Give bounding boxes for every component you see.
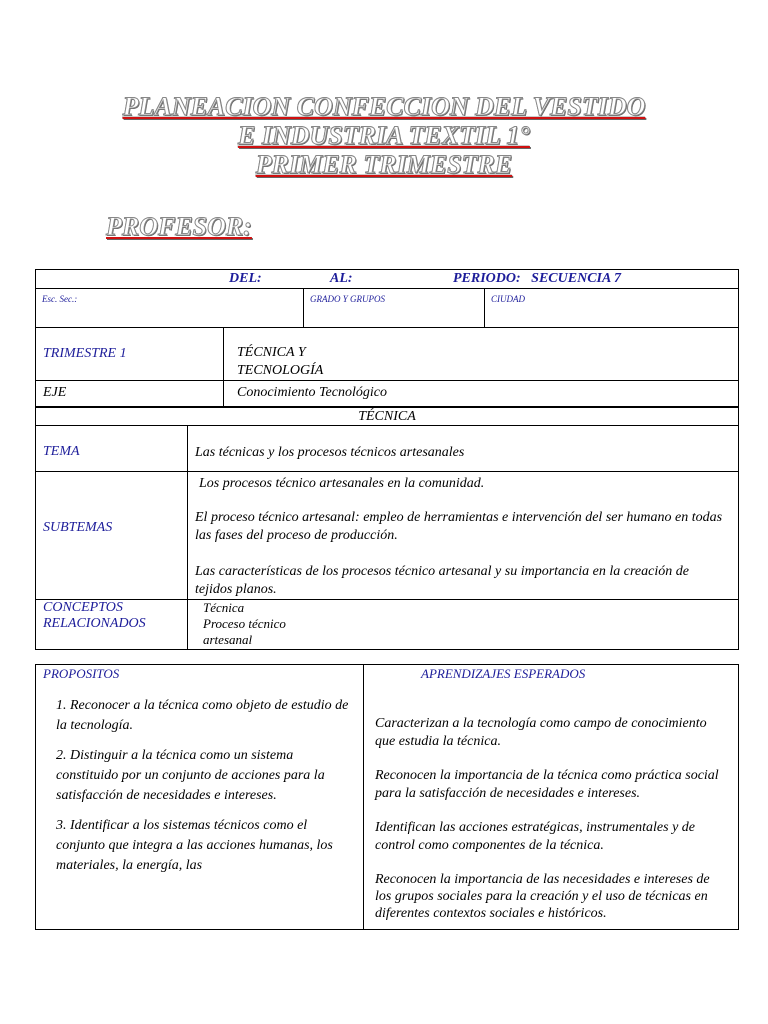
ciudad-label: CIUDAD [491, 294, 525, 304]
eje-label: EJE [43, 385, 67, 400]
propositos-header: PROPOSITOS [43, 666, 120, 681]
title-line-3: PRIMER TRIMESTRE [255, 150, 513, 179]
proposito-item: 3. Identificar a los sistemas técnicos como el conjunto que integra a las acciones humanas, los materiales, la energía, las [56, 818, 333, 873]
periodo-label: PERIODO: SECUENCIA 7 [453, 271, 622, 286]
title-line-1: PLANEACION CONFECCION DEL VESTIDO [122, 92, 646, 121]
conceptos-label-1: CONCEPTOS [43, 600, 123, 615]
trimestre-label-cell [36, 328, 224, 381]
tecnica-section-title: TÉCNICA [358, 409, 416, 424]
eje-value-cell [224, 381, 739, 408]
concepto-item: Técnica [203, 600, 245, 615]
aprendizajes-header: APRENDIZAJES ESPERADOS [421, 666, 586, 681]
tema-value: Las técnicas y los procesos técnicos artesanales [195, 445, 465, 460]
aprendizajes-column [364, 665, 739, 930]
tema-value-cell [188, 426, 739, 472]
eje-label-cell [36, 381, 224, 408]
title-line-2: E INDUSTRIA TEXTIL 1° [238, 121, 530, 150]
esc-sec-label: Esc. Sec.: [42, 294, 78, 304]
conceptos-list [188, 600, 739, 650]
tema-label-cell [36, 426, 188, 472]
trimestre-table [35, 327, 739, 408]
concepto-item: Proceso técnico [203, 616, 286, 631]
subtema-item: El proceso técnico artesanal: empleo de herramientas e intervención del ser humano en todas las fases del proceso de producción. [195, 510, 723, 543]
aprendizaje-item: Reconocen la importancia de la técnica como práctica social para la satisfacción de necesidades e intereses. [375, 768, 719, 801]
header-table [35, 269, 739, 328]
del-label: DEL: [229, 271, 262, 286]
subtemas-label-cell [36, 472, 188, 600]
esc-sec-cell [36, 289, 304, 328]
propositos-column [36, 665, 364, 930]
concepto-item: artesanal [203, 632, 253, 647]
subtemas-label: SUBTEMAS [43, 520, 113, 535]
profesor-label: PROFESOR: [106, 212, 252, 241]
proposito-item: 1. Reconocer a la técnica como objeto de estudio de la tecnología. [56, 698, 349, 733]
trimestre-value-2: TECNOLOGÍA [237, 363, 324, 378]
trimestre-value-1: TÉCNICA Y [237, 345, 306, 360]
tema-label: TEMA [43, 444, 80, 459]
ciudad-cell [485, 289, 739, 328]
document-title [0, 92, 768, 179]
tecnica-section-cell [36, 407, 739, 426]
aprendizaje-item: Reconocen la importancia de las necesidades e intereses de los grupos sociales para la creación y el uso de técnicas en diferentes contextos sociales e históricos. [375, 872, 710, 921]
tema-table [35, 406, 739, 650]
grado-cell [304, 289, 485, 328]
aprendizaje-item: Identifican las acciones estratégicas, instrumentales y de control como componentes de la técnica. [375, 820, 695, 853]
eje-value: Conocimiento Tecnológico [237, 385, 387, 400]
trimestre-value-cell [224, 328, 739, 381]
dates-row [36, 270, 739, 289]
propositos-table [35, 664, 739, 930]
conceptos-label-2: RELACIONADOS [43, 616, 146, 631]
grado-label: GRADO Y GRUPOS [310, 294, 385, 304]
al-label: AL: [330, 271, 353, 286]
subtemas-list [188, 472, 739, 600]
subtema-item: Las características de los procesos técnico artesanal y su importancia en la creación de tejidos planos. [195, 564, 689, 597]
subtema-item: Los procesos técnico artesanales en la comunidad. [199, 476, 485, 491]
aprendizaje-item: Caracterizan a la tecnología como campo de conocimiento que estudia la técnica. [375, 716, 707, 749]
trimestre-label: TRIMESTRE 1 [43, 346, 127, 361]
proposito-item: 2. Distinguir a la técnica como un sistema constituido por un conjunto de acciones para la satisfacción de necesidades e intereses. [56, 748, 325, 803]
conceptos-label-cell [36, 600, 188, 650]
